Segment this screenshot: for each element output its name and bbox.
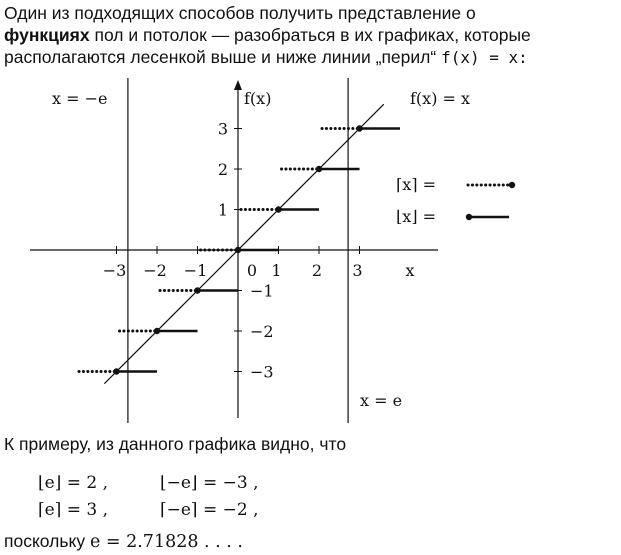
formula-floor-e: ⌊e⌋ = 2 , (38, 473, 109, 493)
x-tick-label: 0 (246, 261, 258, 280)
y-axis-label: f(x) (244, 89, 272, 108)
step-point (235, 247, 241, 253)
intro-formula: f(x) = x: (441, 48, 528, 67)
intro-line-2: пол и потолок — разобраться в их графиках, которые (89, 25, 531, 45)
x-tick-label: −2 (143, 261, 167, 280)
intro-bold-word: функциях (4, 25, 90, 45)
step-point (194, 287, 200, 293)
label-x-e: x = e (360, 391, 403, 410)
conclusion-sentence (4, 531, 243, 552)
formula-row-floor (38, 470, 259, 497)
y-tick-label: −1 (250, 281, 274, 301)
floor-ceiling-graph (0, 78, 621, 428)
x-axis-label: x (405, 261, 415, 280)
intro-paragraph (4, 2, 616, 69)
formula-row-ceiling (38, 497, 259, 524)
step-point (275, 206, 281, 212)
y-tick-label: −2 (250, 322, 274, 341)
formula-ceil-e: ⌈e⌉ = 3 , (38, 500, 109, 520)
example-sentence: К примеру, из данного графика видно, что (4, 434, 347, 454)
x-tick-label: −3 (102, 261, 127, 280)
step-point (113, 368, 119, 374)
step-point (356, 125, 362, 131)
legend-ceiling-label: ⌈x⌉ = (396, 175, 436, 194)
label-x-neg-e: x = −e (52, 89, 108, 108)
y-axis-arrow (234, 80, 242, 90)
conclusion-text: поскольку (4, 531, 90, 551)
step-point (154, 328, 160, 334)
conclusion-formula: e = 2.71828 . . . . (89, 532, 243, 552)
x-tick-label: 2 (311, 261, 323, 280)
formulas-block (38, 470, 259, 524)
y-tick-label: 2 (217, 160, 228, 179)
y-tick-label: 1 (217, 200, 228, 220)
legend-ceiling-point (509, 182, 515, 188)
x-tick-label: −1 (183, 261, 208, 280)
intro-line-3: располагаются лесенкой выше и ниже линии „перил“ (4, 47, 442, 67)
label-identity: f(x) = x (410, 89, 471, 108)
y-tick-label: 3 (217, 119, 228, 139)
x-tick-label: 3 (352, 261, 363, 280)
intro-line-1: Один из подходящих способов получить представление о (4, 3, 476, 23)
y-tick-label: −3 (250, 362, 274, 382)
identity-line (104, 104, 383, 383)
legend-floor-label: ⌊x⌋ = (396, 207, 436, 226)
step-point (316, 166, 322, 172)
formula-floor-neg-e: ⌊−e⌋ = −3 , (160, 473, 259, 493)
formula-ceil-neg-e: ⌈−e⌉ = −2 , (160, 500, 259, 520)
x-tick-label: 1 (271, 261, 282, 280)
